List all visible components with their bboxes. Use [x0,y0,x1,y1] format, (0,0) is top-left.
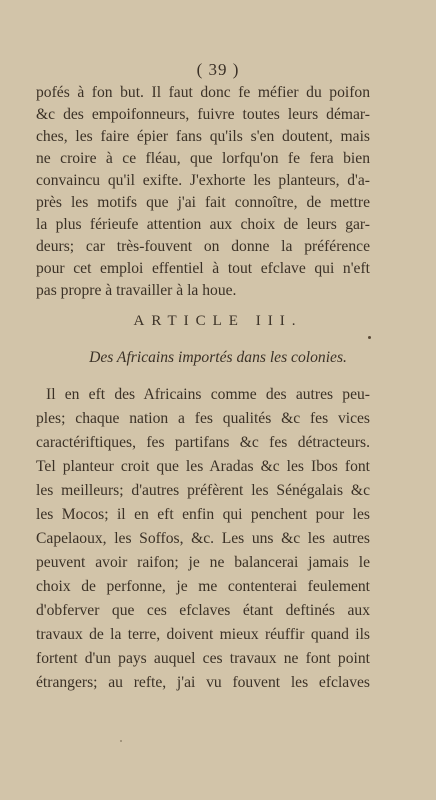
text-line: travaux de la terre, doivent mieux réuffir quand ils [36,626,370,643]
text-line: caractériftiques, fes partifans &c fes détracteurs. [36,434,370,451]
text-line: pofés à fon but. Il faut donc fe méfier du poifon [36,84,370,101]
text-line: étrangers; au refte, j'ai vu fouvent les efclaves [36,674,370,691]
text-line: choix de perfonne, je me contenterai feulement [36,578,370,595]
text-line: la plus férieufe attention aux choix de leurs gar- [36,216,370,233]
text-line: ne croire à ce fléau, que lorfqu'on fe fera bien [36,150,370,167]
paper-speck [120,740,122,742]
text-line: fortent d'un pays auquel ces travaux ne font point [36,650,370,667]
text-line: Capelaoux, les Soffos, &c. Les uns &c les autres [36,530,370,547]
paper-speck [368,336,371,339]
text-line: près les motifs que j'ai fait connoître, de mettre [36,194,370,211]
text-line: &c des empoifonneurs, fuivre toutes leurs démar- [36,106,370,123]
text-line: d'obferver que ces efclaves étant deftinés aux [36,602,370,619]
text-line: peuvent avoir raifon; je ne balancerai jamais le [36,554,370,571]
text-line: les meilleurs; d'autres préfèrent les Sénégalais &c [36,482,370,499]
text-line: deurs; car très-fouvent on donne la préférence [36,238,370,255]
article-heading: ARTICLE III. [133,313,303,329]
page-number: ( 39 ) [196,60,240,79]
text-line: pas propre à travailler à la houe. [36,282,237,299]
text-line: ches, les faire épier fans qu'ils s'en doutent, mais [36,128,370,145]
text-line: les Mocos; il en eft enfin qui penchent pour les [36,506,370,523]
text-line: Tel planteur croit que les Aradas &c les Ibos font [36,458,370,475]
text-line: pour cet emploi effentiel à tout efclave qui n'eft [36,260,370,277]
text-line: ples; chaque nation a fes qualités &c fes vices [36,410,370,427]
article-subtitle: Des Africains importés dans les colonies. [89,349,347,366]
text-line: convaincu qu'il exifte. J'exhorte les planteurs, d'a- [36,172,370,189]
text-line: Il en eft des Africains comme des autres peu- [46,386,370,403]
